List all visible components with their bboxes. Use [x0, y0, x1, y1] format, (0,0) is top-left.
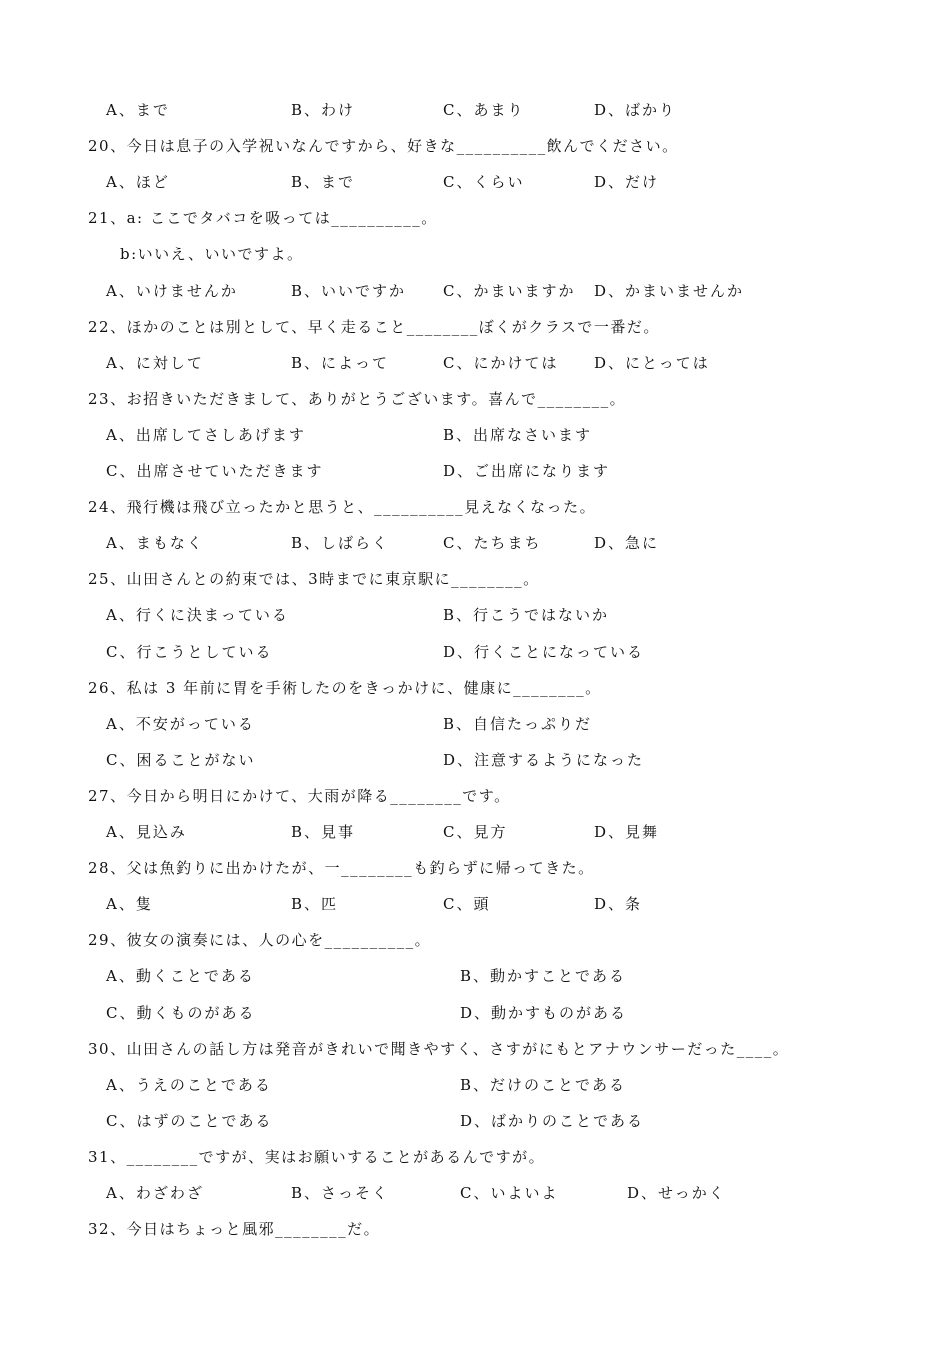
- answer-option: B、出席なさいます: [443, 426, 593, 444]
- question-text: 26、私は 3 年前に胃を手術したのをきっかけに、健康に________。: [88, 679, 602, 697]
- answer-option: A、に対して: [106, 354, 204, 372]
- answer-option: C、あまり: [443, 101, 525, 119]
- answer-option: D、急に: [594, 534, 660, 552]
- answer-option: A、不安がっている: [106, 715, 255, 733]
- question-text: 21、a: ここでタバコを吸っては__________。: [88, 209, 438, 227]
- answer-option: C、見方: [443, 823, 508, 841]
- answer-option: A、行くに決まっている: [106, 606, 289, 624]
- answer-option: B、さっそく: [291, 1184, 390, 1202]
- answer-option: C、たちまち: [443, 534, 542, 552]
- answer-option: C、頭: [443, 895, 491, 913]
- answer-option: C、動くものがある: [106, 1004, 256, 1022]
- answer-option: D、せっかく: [627, 1184, 726, 1202]
- answer-option: A、まもなく: [106, 534, 204, 552]
- answer-option: D、にとっては: [594, 354, 710, 372]
- question-text: 22、ほかのことは別として、早く走ること________ぼくがクラスで一番だ。: [88, 318, 660, 336]
- answer-option: D、条: [594, 895, 643, 913]
- answer-option: D、見舞: [594, 823, 660, 841]
- answer-option: D、ばかりのことである: [460, 1112, 645, 1130]
- answer-option: D、だけ: [594, 173, 660, 191]
- answer-option: B、匹: [291, 895, 339, 913]
- dialogue-line: b:いいえ、いいですよ。: [120, 245, 304, 263]
- answer-option: D、行くことになっている: [443, 643, 645, 661]
- answer-option: D、ご出席になります: [443, 462, 611, 480]
- question-text: 23、お招きいただきまして、ありがとうございます。喜んで________。: [88, 390, 627, 408]
- answer-option: B、動かすことである: [460, 967, 627, 985]
- answer-option: B、しばらく: [291, 534, 390, 552]
- answer-option: B、自信たっぷりだ: [443, 715, 593, 733]
- answer-option: A、まで: [106, 101, 170, 119]
- answer-option: D、かまいませんか: [594, 282, 745, 300]
- answer-option: D、注意するようになった: [443, 751, 645, 769]
- answer-option: C、かまいますか: [443, 282, 576, 300]
- answer-option: A、うえのことである: [106, 1076, 272, 1094]
- answer-option: B、見事: [291, 823, 356, 841]
- answer-option: A、見込み: [106, 823, 187, 841]
- answer-option: C、出席させていただきます: [106, 462, 324, 480]
- answer-option: C、はずのことである: [106, 1112, 273, 1130]
- answer-option: B、行こうではないか: [443, 606, 610, 624]
- answer-option: A、わざわざ: [106, 1184, 204, 1202]
- answer-option: C、困ることがない: [106, 751, 256, 769]
- answer-option: B、いいですか: [291, 282, 407, 300]
- answer-option: D、ばかり: [594, 101, 677, 119]
- answer-option: D、動かすものがある: [460, 1004, 628, 1022]
- question-text: 24、飛行機は飛び立ったかと思うと、__________見えなくなった。: [88, 498, 597, 516]
- answer-option: B、によって: [291, 354, 390, 372]
- answer-option: C、にかけては: [443, 354, 559, 372]
- question-text: 25、山田さんとの約束では、3時までに東京駅に________。: [88, 570, 540, 588]
- question-text: 30、山田さんの話し方は発音がきれいで聞きやすく、さすがにもとアナウンサーだった____。: [88, 1040, 790, 1058]
- answer-option: A、動くことである: [106, 967, 255, 985]
- answer-option: A、出席してさしあげます: [106, 426, 306, 444]
- question-text: 29、彼女の演奏には、人の心を__________。: [88, 931, 432, 949]
- question-text: 32、今日はちょっと風邪________だ。: [88, 1220, 381, 1238]
- answer-option: A、ほど: [106, 173, 170, 191]
- answer-option: B、まで: [291, 173, 356, 191]
- question-text: 27、今日から明日にかけて、大雨が降る________です。: [88, 787, 511, 805]
- question-text: 20、今日は息子の入学祝いなんですから、好きな__________飲んでください。: [88, 137, 679, 155]
- question-text: 28、父は魚釣りに出かけたが、一________も釣らずに帰ってきた。: [88, 859, 595, 877]
- answer-option: B、だけのことである: [460, 1076, 627, 1094]
- answer-option: A、隻: [106, 895, 153, 913]
- answer-option: C、いよいよ: [460, 1184, 559, 1202]
- answer-option: C、くらい: [443, 173, 525, 191]
- answer-option: C、行こうとしている: [106, 643, 273, 661]
- answer-option: B、わけ: [291, 101, 356, 119]
- question-text: 31、________ですが、実はお願いすることがあるんですが。: [88, 1148, 546, 1166]
- answer-option: A、いけませんか: [106, 282, 238, 300]
